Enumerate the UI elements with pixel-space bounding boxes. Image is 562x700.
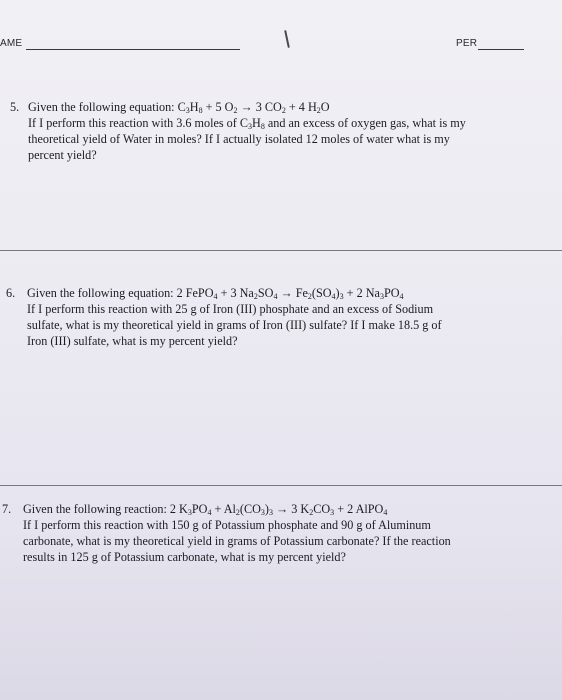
question-line: Iron (III) sulfate, what is my percent yield? xyxy=(27,334,238,348)
question-number: 6. xyxy=(6,286,16,300)
question-number: 7. xyxy=(2,502,12,516)
question-line: Given the following equation: $C_3H_8 + 5$ $O_2 \to 3$ $CO_2 + 4$ $H_2O$ xyxy=(28,100,330,115)
question-line: theoretical yield of Water in moles? If I actually isolated 12 moles of water what is my xyxy=(28,132,450,146)
question-line: results in 125 g of Potassium carbonate, what is my percent yield? xyxy=(23,550,346,564)
question-line: If I perform this reaction with 3.6 moles of $C_3H_8$ and an excess of oxygen gas, what is my xyxy=(28,116,466,131)
question-line: Given the following reaction: 2 $K_3PO_4 + Al_2(CO_3)_3 \to 3$ $K_2CO_3 + 2$ AlPO$_4$ xyxy=(23,502,388,517)
section-divider xyxy=(0,485,562,486)
period-label: PER xyxy=(456,38,478,49)
question-line: If I perform this reaction with 25 g of Iron (III) phosphate and an excess of Sodium xyxy=(27,302,434,316)
period-blank-line xyxy=(478,49,524,50)
question-number: 5. xyxy=(10,100,20,114)
name-label: AME xyxy=(0,38,23,49)
question-line: percent yield? xyxy=(28,148,97,162)
question-line: Given the following equation: 2 FePO$_4$ + 3 $Na_2SO_4 \to Fe_2(SO_4)_3 + 2$ $Na_3PO_4$ xyxy=(27,286,404,301)
question-line: carbonate, what is my theoretical yield in grams of Potassium carbonate? If the reaction xyxy=(23,534,451,548)
name-blank-line xyxy=(26,49,240,50)
pen-mark xyxy=(284,30,290,48)
section-divider xyxy=(0,250,562,251)
question-line: If I perform this reaction with 150 g of Potassium phosphate and 90 g of Aluminum xyxy=(23,518,431,532)
question-line: sulfate, what is my theoretical yield in grams of Iron (III) sulfate? If I make 18.5 g of xyxy=(27,318,442,332)
